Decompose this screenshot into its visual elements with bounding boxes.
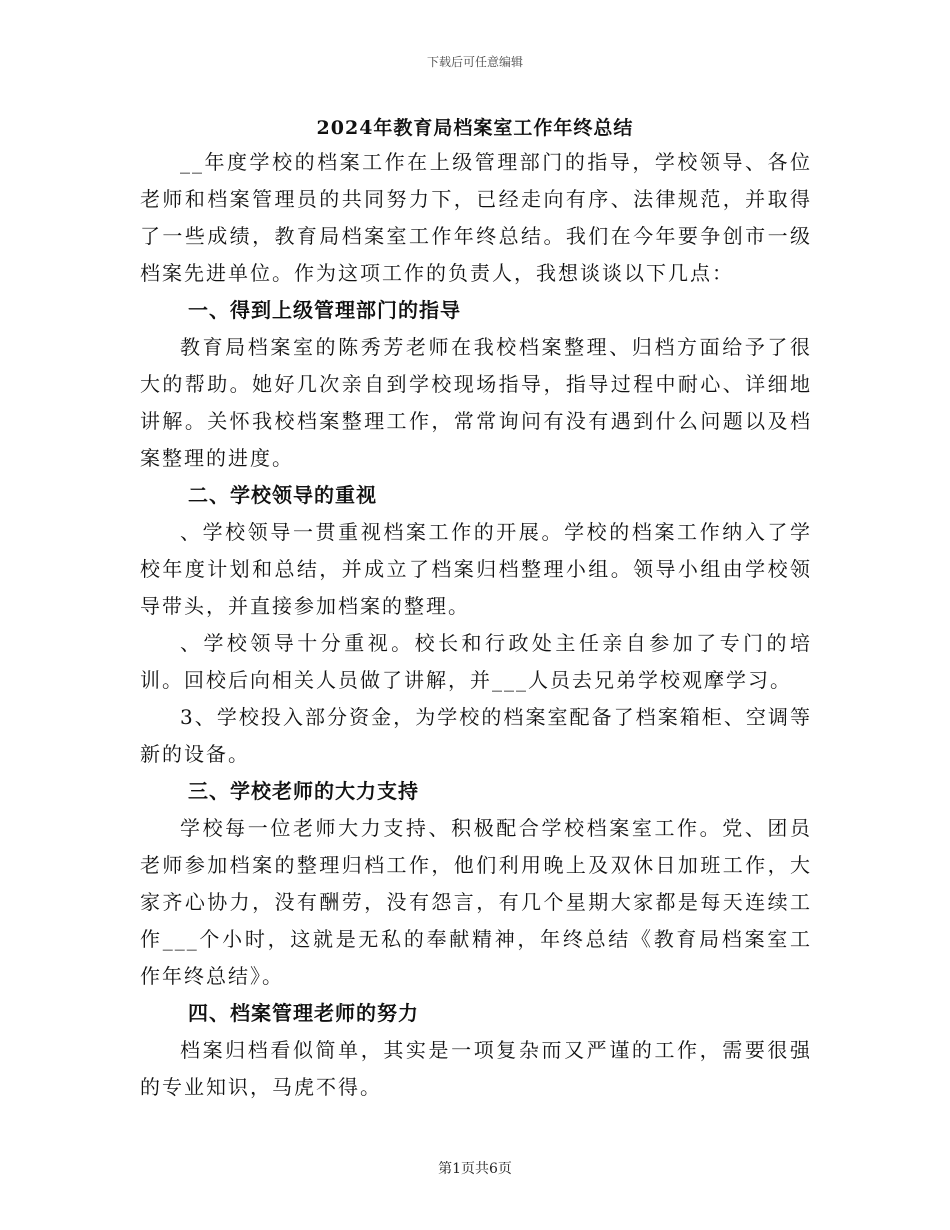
section-2-paragraph-1: 、学校领导一贯重视档案工作的开展。学校的档案工作纳入了学校年度计划和总结，并成立了档案归档整理小组。领导小组由学校领导带头，并直接参加档案的整理。: [140, 520, 812, 618]
section-2-paragraph-2: 、学校领导十分重视。校长和行政处主任亲自参加了专门的培训。回校后向相关人员做了讲解，并___人员去兄弟学校观摩学习。: [140, 631, 812, 692]
section-1-paragraph-1: 教育局档案室的陈秀芳老师在我校档案整理、归档方面给予了很大的帮助。她好几次亲自到学校现场指导，指导过程中耐心、详细地讲解。关怀我校档案整理工作，常常询问有没有遇到什么问题以及档案整理的进度。: [140, 335, 812, 470]
section-heading-4: 四、档案管理老师的努力: [188, 1001, 419, 1025]
intro-paragraph: __年度学校的档案工作在上级管理部门的指导，学校领导、各位老师和档案管理员的共同努力下，已经走向有序、法律规范，并取得了一些成绩，教育局档案室工作年终总结。我们在今年要争创市一级档案先进单位。作为这项工作的负责人，我想谈谈以下几点：: [140, 150, 812, 285]
section-4-paragraph-1: 档案归档看似简单，其实是一项复杂而又严谨的工作，需要很强的专业知识，马虎不得。: [140, 1038, 812, 1099]
header-note: 下载后可任意编辑: [426, 55, 523, 69]
section-heading-3: 三、学校老师的大力支持: [188, 779, 419, 803]
section-3-paragraph-1: 学校每一位老师大力支持、积极配合学校档案室工作。党、团员老师参加档案的整理归档工作，他们利用晚上及双休日加班工作，大家齐心协力，没有酬劳，没有怨言，有几个星期大家都是每天连续工作___个小时，这就是无私的奉献精神，年终总结《教育局档案室工作年终总结》。: [140, 816, 812, 988]
section-heading-1: 一、得到上级管理部门的指导: [188, 298, 461, 322]
section-2-paragraph-3: 3、学校投入部分资金，为学校的档案室配备了档案箱柜、空调等新的设备。: [140, 705, 812, 766]
document-title: 2024年教育局档案室工作年终总结: [316, 117, 634, 139]
page-number: 第1页共6页: [438, 1161, 512, 1177]
section-heading-2: 二、学校领导的重视: [188, 483, 377, 507]
document-body: [140, 144, 812, 1106]
